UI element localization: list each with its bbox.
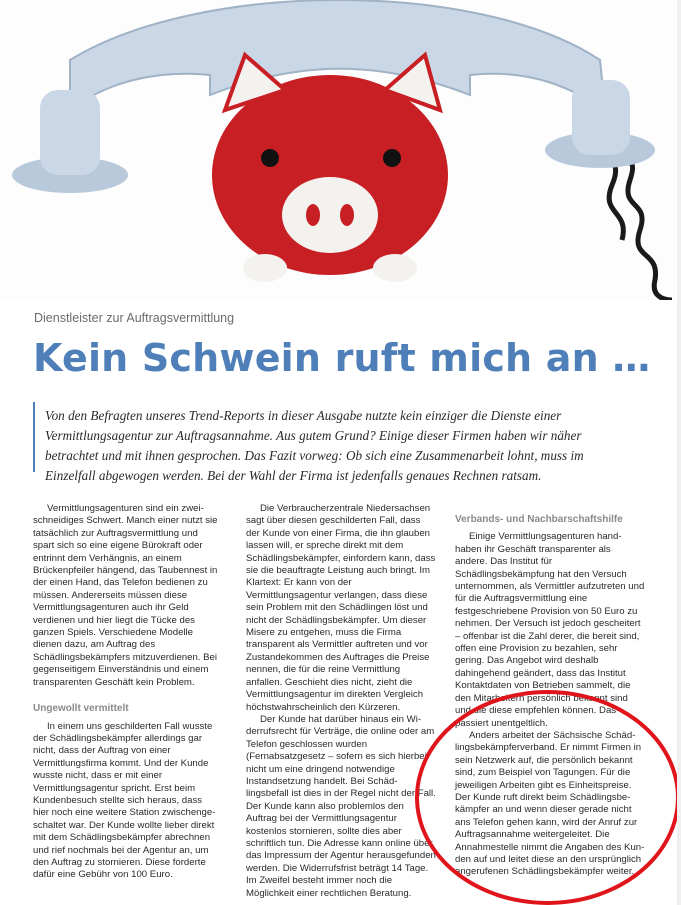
photo-illustration xyxy=(0,0,681,300)
article-column-2 xyxy=(246,503,436,900)
paragraph: Anders arbeitet der Sächsische Schädlingsbekämpferverband. Er nimmt Firmen in sein Netzwerk auf, die persönlich bekannt sind, zum Beispiel von Tagungen. Für die jeweiligen Arbeiten gibt es Einheitspreise. Der Kunde ruft direkt beim Schädlingsbekämpfer an und wenn dieser gerade nicht ans Telefon gehen kann, wird der Anruf zur Auftragsannahme weitergeleitet. Die Annahmestelle nimmt die Angaben des Kunden auf und leitet diese an den ursprünglich angerufenen Schädlingsbekämpfer weiter. xyxy=(455,729,645,878)
piggy-bank-icon xyxy=(212,55,448,282)
article-column-3 xyxy=(455,514,645,879)
lead-rule xyxy=(33,402,35,472)
piggy-bank-telephone-photo xyxy=(0,0,681,300)
scrollbar[interactable] xyxy=(677,0,681,905)
article-lead: Von den Befragten unseres Trend-Reports in dieser Ausgabe nutzte kein einziger die Dienste einer Vermittlungsagentur zur Auftragsannahme. Aus gutem Grund? Einige dieser Firmen haben wir näher betrachtet und mit ihnen gesprochen. Das Fazit vorweg: Ob sich eine Zusammenarbeit lohnt, muss im Einzelfall abgewogen werden. Bei der Wahl der Firma ist jedenfalls genaues Rechnen ratsam. xyxy=(45,408,584,483)
paragraph: Einige Vermittlungsagenturen handhaben ihr Geschäft transparenter als andere. Das Institut für Schädlingsbekämpfung hat den Versuch unternommen, als Vermittler aufzutreten und für die Auftragsvermittlung eine festgeschriebene Provision von 50 Euro zu nehmen. Der Versuch ist jedoch gescheitert – offenbar ist die Zahl derer, die bereit sind, offen eine Provision zu bezahlen, sehr gering. Das Angebot wird deshalb dahingehend geändert, dass das Institut Kontaktdaten von Betrieben sammelt, die den Mitarbeitern persönlich bekannt sind und die diese empfehlen können. Das passiert unentgeltlich. xyxy=(455,531,645,729)
paragraph: In einem uns geschilderten Fall wusste der Schädlingsbekämpfer allerdings gar nicht, dass der Auftrag von einer Vermittlungsfirma kommt. Und der Kunde wusste nicht, dass er mit einer Vermittlungsagentur spricht. Erst beim Kundenbesuch stellte sich heraus, dass hier noch eine weitere Station zwischengeschaltet war. Der Kunde wollte lieber direkt mit dem Schädlingsbekämpfer abrechnen und rief nochmals bei der Agentur an, um den Auftrag zu stornieren. Diese forderte dafür eine Gebühr von 100 Euro. xyxy=(33,720,216,881)
article-headline: Kein Schwein ruft mich an … xyxy=(33,336,651,380)
paragraph: Der Kunde hat darüber hinaus ein Widerrufsrecht für Verträge, die online oder am Telefon geschlossen wurden (Fernabsatzgesetz – sofern es sich hierbei nicht um eine dringend notwendige Instandsetzung handelt. Bei Schädlingsbefall ist dies in der Regel nicht der Fall. Der Kunde kann also problemlos den Auftrag bei der Vermittlungsagentur kostenlos stornieren, sollte dies aber schriftlich tun. Die Adresse kann online über das Impressum der Agentur herausgefunden werden. Die Widerrufsfrist beträgt 14 Tage. Im Zweifel besteht immer noch die Möglichkeit einer rechtlichen Beratung. xyxy=(246,713,436,899)
section-heading: Verbands- und Nachbarschaftshilfe xyxy=(455,514,623,525)
article-column-1 xyxy=(33,503,218,882)
paragraph: Die Verbraucherzentrale Niedersachsen sagt über diesen geschilderten Fall, dass der Kunde von einer Firma, die ihn glauben lassen will, er spreche direkt mit dem Schädlingsbekämpfer, einfordern kann, dass sie die beauftragte Leistung auch bringt. Im Klartext: Er kann von der Vermittlungsagentur verlangen, dass diese sein Problem mit den Schädlingen löst und nicht der Schädlingsbekämpfer. Um dieser Misere zu entgehen, muss die Firma transparent als Vermittler auftreten und vor Zustandekommen des Auftrages die Preise nennen, die für die reine Vermittlung anfallen. Geschieht dies nicht, zieht die Vermittlungsagentur im direkten Vergleich höchstwahrscheinlich den Kürzeren. xyxy=(246,503,436,713)
section-heading: Ungewollt vermittelt xyxy=(33,703,129,715)
article-kicker: Dienstleister zur Auftragsvermittlung xyxy=(34,311,235,325)
paragraph: Vermittlungsagenturen sind ein zweischneidiges Schwert. Manch einer nutzt sie tatsächlich zur Auftragsvermittlung und spart sich so eine eigene Bürokraft oder entrinnt dem Verhängnis, an einem Brückenpfeiler hängend, das Taubennest in der einen Hand, das Telefon bedienen zu müssen. Andererseits müssen diese Vermittlungsagenturen auch ihr Geld verdienen und hier liegt die Tücke des ganzen Spiels. Verschiedene Modelle dienen dazu, am Auftrag des Schädlingsbekämpfers mitzuverdienen. Bei gegenseitigem Einverständnis und einem transparenten Geschäft kein Problem. xyxy=(33,503,218,688)
